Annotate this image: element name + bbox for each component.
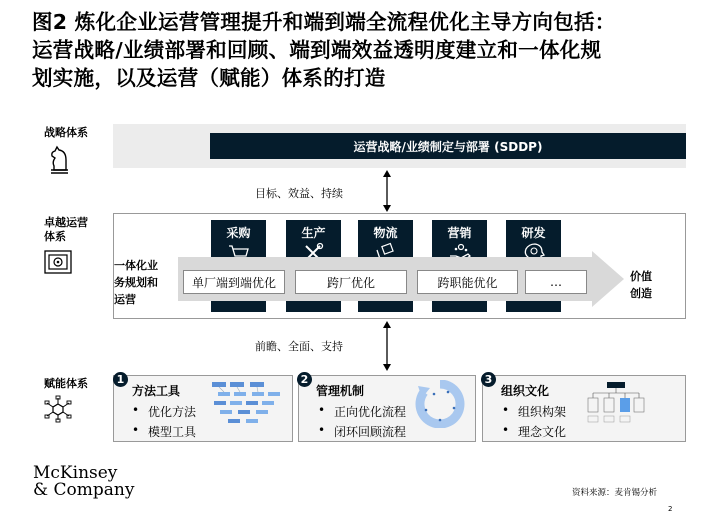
integrated-label-3: 运营 [114, 293, 136, 306]
safe-icon [44, 250, 72, 274]
enabler-item: 模型工具 [148, 425, 197, 439]
page-title [32, 8, 692, 92]
enabler-item: 组织构架 [518, 405, 567, 419]
integrated-label-1: 一体化业 [114, 259, 158, 272]
source-note: 资料来源：麦肯锡分析 [572, 488, 658, 498]
bullet-dot: • [132, 423, 140, 437]
enabler-number: 3 [481, 372, 496, 387]
excellence-label-1: 卓越运营 [44, 216, 88, 229]
bullet-dot: • [502, 423, 510, 437]
title-line-3: 划实施，以及运营（赋能）体系的打造 [32, 66, 386, 90]
title-line-2: 运营战略/业绩部署和回顾、端到端效益透明度建立和一体化规 [32, 38, 602, 62]
chip-more: … [525, 270, 587, 294]
title-line-1: 图2 炼化企业运营管理提升和端到端全流程优化主导方向包括： [32, 10, 616, 34]
double-arrow-1 [380, 170, 394, 212]
bullet-dot: • [132, 403, 140, 417]
chip-cross-plant: 跨厂优化 [295, 270, 407, 294]
enabler-number: 1 [113, 372, 128, 387]
chip-cross-function: 跨职能优化 [417, 270, 518, 294]
integrated-label-2: 务规划和 [114, 276, 158, 289]
function-label: 生产 [301, 226, 326, 240]
enabler-title: 方法工具 [132, 384, 181, 398]
function-label: 研发 [521, 226, 546, 240]
chip-single-plant: 单厂端到端优化 [183, 270, 285, 294]
mckinsey-logo [33, 465, 134, 499]
arrow2-text: 前瞻、全面、支持 [255, 340, 343, 353]
enabler-item: 理念文化 [518, 425, 567, 439]
strategy-label: 战略体系 [44, 126, 88, 139]
method-flowchart-thumbnail [210, 380, 288, 428]
value-label-1: 价值 [630, 270, 652, 283]
chess-knight-icon [46, 142, 72, 174]
bullet-dot: • [502, 403, 510, 417]
excellence-label-2: 体系 [44, 230, 66, 243]
function-label: 物流 [373, 226, 398, 240]
enabler-item: 正向优化流程 [334, 405, 407, 419]
arrow1-text: 目标、效益、持续 [255, 187, 343, 200]
network-cube-icon [44, 395, 72, 423]
double-arrow-2 [380, 321, 394, 371]
enabler-title: 管理机制 [316, 384, 365, 398]
enabling-label: 赋能体系 [44, 377, 88, 390]
function-label: 采购 [226, 226, 251, 240]
page-number: 2 [668, 505, 673, 513]
bullet-dot: • [318, 403, 326, 417]
bullet-dot: • [318, 423, 326, 437]
function-label: 营销 [447, 226, 472, 240]
org-chart-thumbnail [585, 380, 647, 428]
value-label-2: 创造 [630, 287, 652, 300]
cycle-diagram-thumbnail [414, 380, 466, 428]
enabler-title: 组织文化 [501, 384, 550, 398]
logo-line-2: & Company [33, 480, 135, 500]
enabler-item: 闭环回顾流程 [334, 425, 407, 439]
enabler-item: 优化方法 [148, 405, 197, 419]
sddp-box: 运营战略/业绩制定与部署 (SDDP) [210, 133, 686, 159]
logo-line-1: McKinsey [33, 463, 118, 483]
enabler-number: 2 [297, 372, 312, 387]
